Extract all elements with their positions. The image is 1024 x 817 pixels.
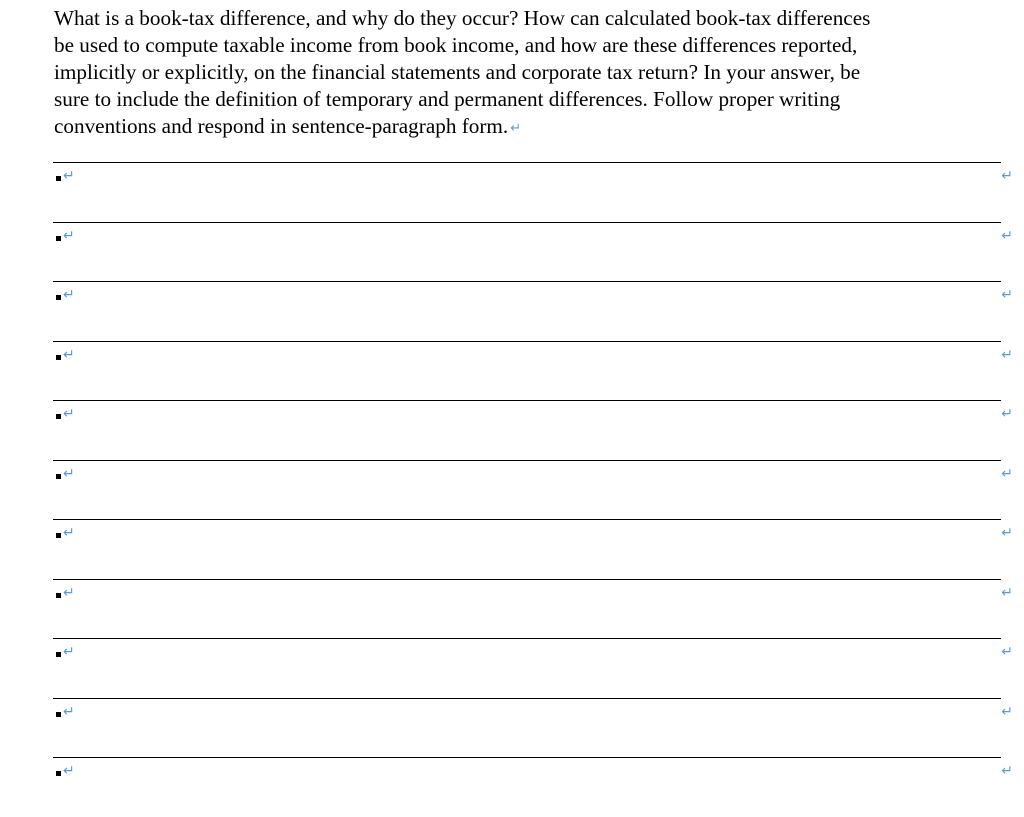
- paragraph-return-icon: ↵: [63, 287, 75, 303]
- paragraph-return-icon: ↵: [63, 525, 75, 541]
- square-bullet-icon: [56, 652, 61, 657]
- paragraph-return-icon: ↵: [63, 703, 75, 720]
- question-line-2: be used to compute taxable income from book income, and how are these differences reported,: [54, 33, 858, 57]
- square-bullet-icon: [56, 236, 61, 241]
- paragraph-return-icon: ↵: [63, 465, 75, 482]
- square-bullet-icon: [56, 295, 61, 300]
- cell-end-mark-icon: ↵: [1001, 703, 1013, 720]
- paragraph-return-icon: ↵: [63, 584, 75, 601]
- question-line-5: conventions and respond in sentence-paragraph form.: [54, 114, 509, 138]
- cell-end-mark-icon: ↵: [1001, 168, 1013, 184]
- answer-row[interactable]: [53, 341, 1013, 401]
- cell-end-mark-icon: ↵: [1001, 227, 1013, 244]
- square-bullet-icon: [56, 593, 61, 598]
- answer-row[interactable]: [53, 638, 1013, 698]
- cell-end-mark-icon: ↵: [1001, 644, 1013, 660]
- square-bullet-icon: [56, 533, 61, 538]
- paragraph-return-icon: ↵: [510, 121, 522, 136]
- answer-row[interactable]: [53, 698, 1013, 758]
- answer-row[interactable]: [53, 400, 1013, 460]
- cell-end-mark-icon: ↵: [1001, 465, 1013, 482]
- answer-row[interactable]: [53, 757, 1013, 817]
- answer-row[interactable]: [53, 519, 1013, 579]
- paragraph-return-icon: ↵: [63, 763, 75, 779]
- paragraph-return-icon: ↵: [63, 227, 75, 244]
- square-bullet-icon: [56, 712, 61, 717]
- square-bullet-icon: [56, 176, 61, 181]
- cell-end-mark-icon: ↵: [1001, 406, 1013, 422]
- square-bullet-icon: [56, 414, 61, 419]
- cell-end-mark-icon: ↵: [1001, 525, 1013, 541]
- answer-row[interactable]: [53, 281, 1013, 341]
- paragraph-return-icon: ↵: [63, 644, 75, 660]
- question-line-4: sure to include the definition of temporary and permanent differences. Follow proper writing: [54, 87, 841, 111]
- answer-row[interactable]: [53, 579, 1013, 639]
- question-line-1: What is a book-tax difference, and why do they occur? How can calculated book-tax differences: [54, 6, 871, 30]
- paragraph-return-icon: ↵: [63, 346, 75, 363]
- paragraph-return-icon: ↵: [63, 168, 75, 184]
- paragraph-return-icon: ↵: [63, 406, 75, 422]
- answer-row[interactable]: [53, 460, 1013, 520]
- square-bullet-icon: [56, 771, 61, 776]
- cell-end-mark-icon: ↵: [1001, 346, 1013, 363]
- cell-end-mark-icon: ↵: [1001, 763, 1013, 779]
- cell-end-mark-icon: ↵: [1001, 584, 1013, 601]
- question-text: [54, 5, 1004, 142]
- square-bullet-icon: [56, 355, 61, 360]
- square-bullet-icon: [56, 474, 61, 479]
- answer-row[interactable]: [53, 162, 1013, 222]
- answer-row[interactable]: [53, 222, 1013, 282]
- cell-end-mark-icon: ↵: [1001, 287, 1013, 303]
- answer-table: [53, 162, 1013, 817]
- question-line-3: implicitly or explicitly, on the financial statements and corporate tax return? In your answer, be: [54, 60, 861, 84]
